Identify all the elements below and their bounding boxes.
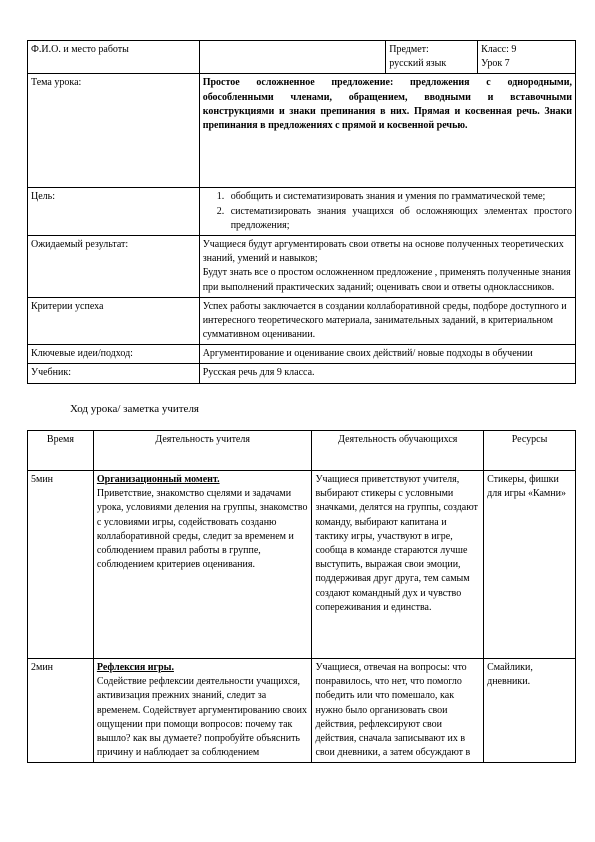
lesson-info-table — [27, 40, 576, 384]
subject-value: русский язык — [389, 58, 447, 70]
goal-value — [199, 188, 575, 236]
lesson-label: Урок 7 — [481, 58, 510, 70]
students-cell: Учащиеся, отвечая на вопросы: что понравилось, что нет, что помогло победить или что помешало, как нужно было организовать свои действия, рефлексируют свои действия, сначала записывают их в свои дневники, а затем обсуждают в — [312, 659, 484, 763]
header-time: Время — [28, 431, 94, 471]
table-row — [28, 471, 576, 659]
students-cell: Учащиеся приветствуют учителя, выбирают стикеры с условными значками, делятся на группы, создают команду, выбирают капитана и тактику игры, участвуют в игре, сообща в команде стараются лучше выступить, выражая свои эмоции, поддерживая друг друга, тем самым создают командный дух и чувство сопереживания и единства. — [312, 471, 484, 659]
criteria-label: Критерии успеха — [28, 297, 200, 345]
teacher-title: Организационный момент. — [96, 474, 220, 485]
resources-cell: Смайлики, дневники. — [484, 659, 576, 763]
fio-value — [199, 41, 386, 74]
header-resources: Ресурсы — [484, 431, 576, 471]
textbook-value: Русская речь для 9 класса. — [199, 364, 575, 383]
teacher-cell — [93, 659, 312, 763]
teacher-cell — [93, 471, 312, 659]
goal-item: 2. систематизировать знания учащихся об осложняющих элементах простого предложения; — [227, 205, 572, 233]
topic-value: Простое осложненное предложение: предложения с однородными, обособленными членами, обращением, вводными и вставочными конструкциями и знаки препинания в них. Прямая и косвенная речь. Знаки препинания в предложениях с прямой и косвенной речью. — [199, 74, 575, 188]
result-text-1: Учащиеся будут аргументировать свои ответы на основе полученных теоретических знаний, умений и навыков; — [202, 238, 564, 265]
ideas-label: Ключевые идеи/подход: — [28, 345, 200, 364]
teacher-text: Приветствие, знакомство сцелями и задачами урока, условиями деления на группы, знакомство с условиями игры, содействовать созданю коллаборативной среды, следит за временем и соблюдением правил работы в группе, соблюдением критериев оценивания. — [96, 488, 308, 571]
header-teacher: Деятельность учителя — [93, 431, 312, 471]
criteria-value: Успех работы заключается в создании коллаборативной среды, подборе доступного и интересного теоретического материала, занимательных заданий, в критериальном суммативном оценивании. — [199, 297, 575, 345]
table-row — [28, 659, 576, 763]
subject-label: Предмет: — [389, 44, 429, 55]
subject-cell — [386, 41, 478, 74]
result-text-2: Будут знать все о простом осложненном предложение , применять полученные знания при выполнений практических заданий; оценивать свои и ответы одноклассников. — [202, 267, 571, 293]
class-label: Класс: 9 — [481, 44, 517, 55]
topic-label: Тема урока: — [28, 74, 200, 188]
fio-label: Ф.И.О. и место работы — [28, 41, 200, 74]
goal-item: 1. обобщить и систематизировать знания и умения по грамматической теме; — [227, 190, 572, 204]
teacher-text: Содействие рефлексии деятельности учащихся, активизация прежних знаний, следит за временем. Содействует аргументированию своих ощущении при помощи вопросов: почему так вышло? как вы думаете? попробуйте объяснить причину и наблюдает за соблюдением — [96, 676, 307, 759]
header-students: Деятельность обучающихся — [312, 431, 484, 471]
textbook-label: Учебник: — [28, 364, 200, 383]
result-label: Ожидаемый результат: — [28, 235, 200, 297]
teacher-title: Рефлексия игры. — [96, 662, 174, 673]
time-cell: 2мин — [28, 659, 94, 763]
ideas-value: Аргументирование и оценивание своих действий/ новые подходы в обучении — [199, 345, 575, 364]
time-cell: 5мин — [28, 471, 94, 659]
lesson-plan-table — [27, 430, 576, 763]
goal-label: Цель: — [28, 188, 200, 236]
plan-caption: Ход урока/ заметка учителя — [70, 403, 199, 415]
resources-cell: Стикеры, фишки для игры «Камни» — [484, 471, 576, 659]
result-value — [199, 235, 575, 297]
class-cell — [478, 41, 576, 74]
